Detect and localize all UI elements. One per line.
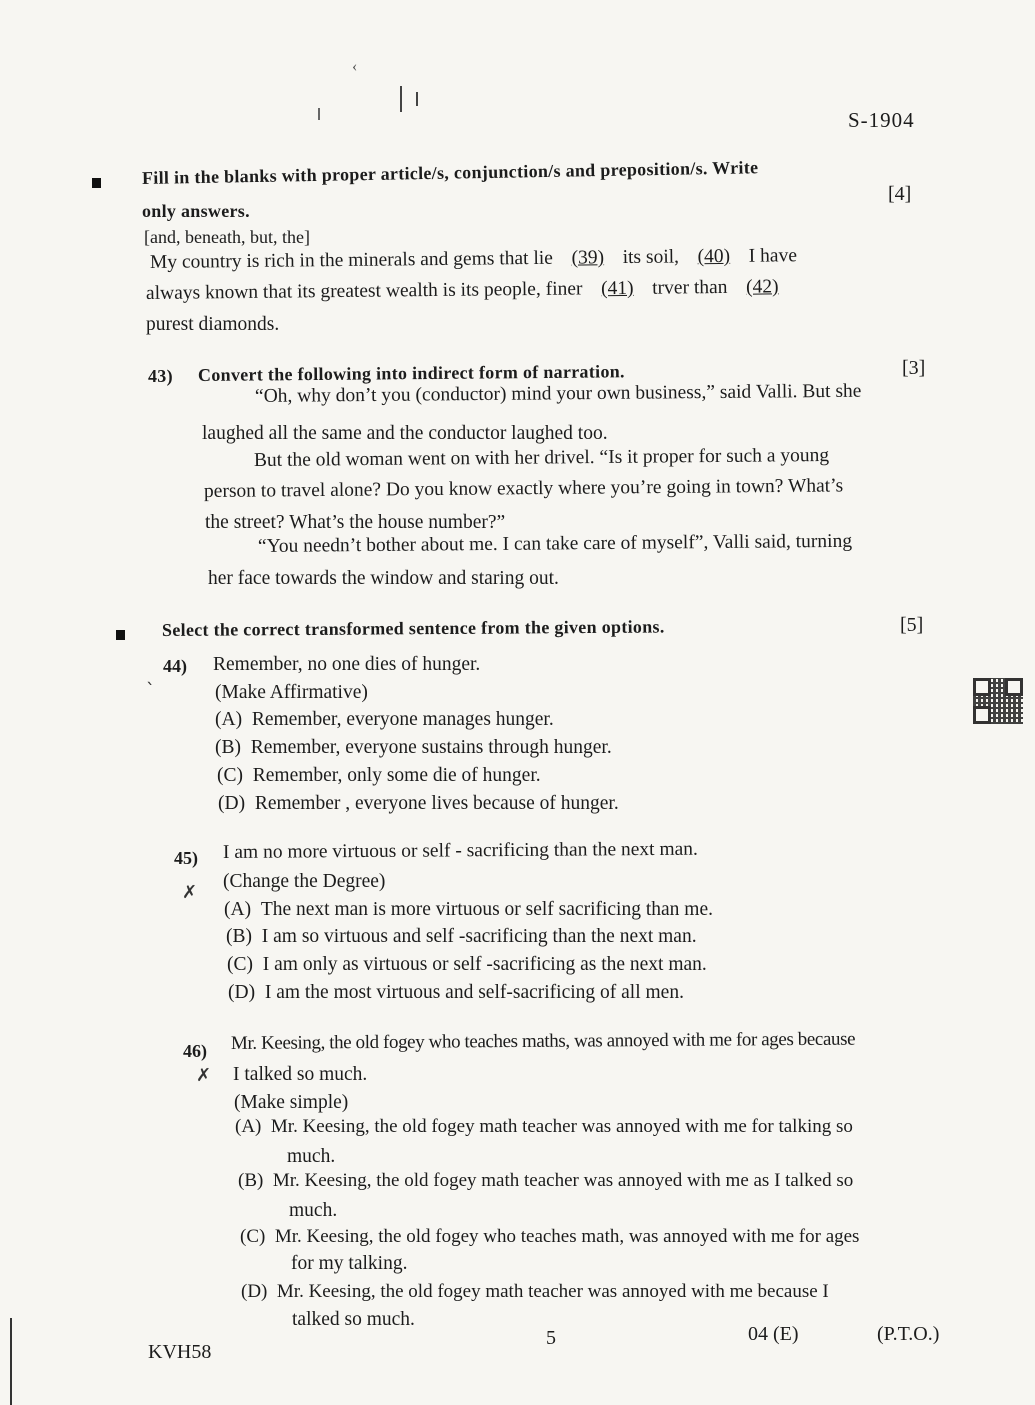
q43-line: laughed all the same and the conductor laughed too.: [202, 423, 608, 444]
option-text: Remember , everyone lives because of hunger.: [254, 793, 619, 814]
q46-option-cont: much.: [289, 1200, 338, 1221]
passage-text: trver than: [652, 276, 728, 299]
word-bank: [and, beneath, but, the]: [144, 227, 310, 247]
passage-line-2: [146, 272, 793, 309]
section-bullet: [116, 630, 125, 640]
passage-text: always known that its greatest wealth is its people, finer: [145, 278, 583, 304]
page-number: 5: [546, 1327, 556, 1349]
fill-blanks-title: Fill in the blanks with proper article/s, conjunction/s and preposition/s. Write: [141, 157, 759, 188]
scan-edge-line: [10, 1318, 12, 1405]
passage-line-3: purest diamonds.: [146, 314, 280, 335]
option-label: (C): [227, 954, 253, 975]
transform-marks: [5]: [900, 614, 924, 636]
footer-code: KVH58: [148, 1341, 212, 1363]
pen-mark: ✗: [196, 1065, 212, 1086]
pen-mark: ✗: [182, 882, 198, 903]
passage-text: I have: [748, 245, 798, 267]
option-text: The next man is more virtuous or self sacrificing than me.: [260, 899, 713, 920]
section-bullet: [92, 178, 101, 188]
q44-question: Remember, no one dies of hunger.: [213, 654, 481, 675]
qr-finder: [1005, 678, 1023, 696]
option-label: (D): [241, 1281, 268, 1302]
option-text: I am the most virtuous and self-sacrificing of all men.: [264, 982, 684, 1003]
option-label: (D): [218, 793, 246, 814]
q46-instruction: (Make simple): [234, 1092, 349, 1113]
q43-marks: [3]: [902, 357, 926, 379]
fill-blanks-title-line2: only answers.: [142, 201, 250, 221]
blank-42: (42): [745, 276, 779, 298]
passage-text: My country is rich in the minerals and gems that lie: [149, 247, 554, 273]
blank-41: (41): [600, 277, 634, 300]
option-label: (C): [217, 765, 243, 786]
q43-line: “Oh, why don’t you (conductor) mind your own business,” said Valli. But she: [254, 380, 862, 407]
q43-line: the street? What’s the house number?”: [205, 512, 506, 533]
option-label: (D): [228, 982, 256, 1003]
option-text: Mr. Keesing, the old fogey math teacher was annoyed with me because I: [276, 1281, 829, 1302]
option-text: Remember, everyone sustains through hunger.: [250, 737, 612, 758]
q46-question: Mr. Keesing, the old fogey who teaches maths, was annoyed with me for ages because: [230, 1028, 856, 1054]
q44-number: 44): [163, 656, 187, 676]
q43-title: Convert the following into indirect form of narration.: [197, 361, 625, 385]
q46-option-cont: talked so much.: [292, 1309, 415, 1330]
q46-option: [235, 1112, 853, 1142]
q44-option: [217, 761, 541, 791]
option-label: (B): [238, 1170, 264, 1191]
option-text: Remember, everyone manages hunger.: [251, 709, 554, 730]
q46-question-line2: I talked so much.: [233, 1064, 368, 1085]
option-label: (C): [240, 1226, 266, 1247]
paper-code: S-1904: [848, 108, 915, 132]
qr-finder: [973, 706, 991, 724]
passage-text: its soil,: [622, 246, 680, 269]
pto-label: (P.T.O.): [877, 1323, 940, 1345]
stray-mark-line: [416, 92, 418, 106]
option-label: (A): [235, 1116, 262, 1137]
q44-option: [218, 789, 619, 819]
q45-option: [224, 895, 713, 925]
blank-39: (39): [571, 247, 605, 269]
q45-question: I am no more virtuous or self - sacrificing than the next man.: [222, 838, 698, 863]
q46-number: 46): [183, 1041, 207, 1061]
option-label: (B): [226, 926, 252, 947]
option-text: Mr. Keesing, the old fogey who teaches math, was annoyed with me for ages: [274, 1226, 860, 1247]
q46-option-cont: much.: [287, 1146, 336, 1167]
qr-finder: [973, 678, 991, 696]
option-label: (A): [224, 899, 252, 920]
q46-option-cont: for my talking.: [291, 1253, 408, 1274]
q44-instruction: (Make Affirmative): [215, 682, 368, 703]
q45-option: [228, 978, 684, 1008]
q45-number: 45): [174, 848, 198, 868]
q45-option: [226, 922, 697, 952]
stray-mark-line: [318, 108, 320, 120]
fill-blanks-marks: [4]: [888, 183, 912, 205]
option-text: I am so virtuous and self -sacrificing than the next man.: [261, 926, 697, 947]
q44-option: [215, 733, 612, 763]
q43-number: 43): [148, 366, 173, 386]
q43-line: But the old woman went on with her drivel. “Is it proper for such a young: [253, 444, 830, 471]
stray-mark-line: [400, 86, 402, 112]
qr-code-icon: [973, 678, 1023, 724]
option-text: Mr. Keesing, the old fogey math teacher was annoyed with me as I talked so: [272, 1170, 854, 1191]
option-text: I am only as virtuous or self -sacrificing as the next man.: [262, 954, 707, 975]
transform-title: Select the correct transformed sentence from the given options.: [161, 616, 665, 640]
q45-option: [227, 950, 707, 980]
q43-line: her face towards the window and staring out.: [208, 568, 559, 589]
option-text: Remember, only some die of hunger.: [252, 765, 541, 786]
q46-option: [238, 1166, 853, 1196]
option-text: Mr. Keesing, the old fogey math teacher was annoyed with me for talking so: [270, 1116, 853, 1137]
pen-mark: ˋ: [146, 680, 155, 701]
q46-option: [240, 1222, 859, 1252]
q46-option: [241, 1277, 829, 1307]
set-code: 04 (E): [748, 1323, 799, 1345]
option-label: (A): [215, 709, 243, 730]
q43-line: “You needn’t bother about me. I can take care of myself”, Valli said, turning: [257, 530, 853, 557]
stray-mark: ‹: [352, 58, 358, 75]
option-label: (B): [215, 737, 241, 758]
q44-option: [215, 705, 554, 735]
q45-instruction: (Change the Degree): [223, 871, 386, 892]
blank-40: (40): [697, 245, 731, 268]
q43-line: person to travel alone? Do you know exactly where you’re going in town? What’s: [203, 475, 844, 502]
